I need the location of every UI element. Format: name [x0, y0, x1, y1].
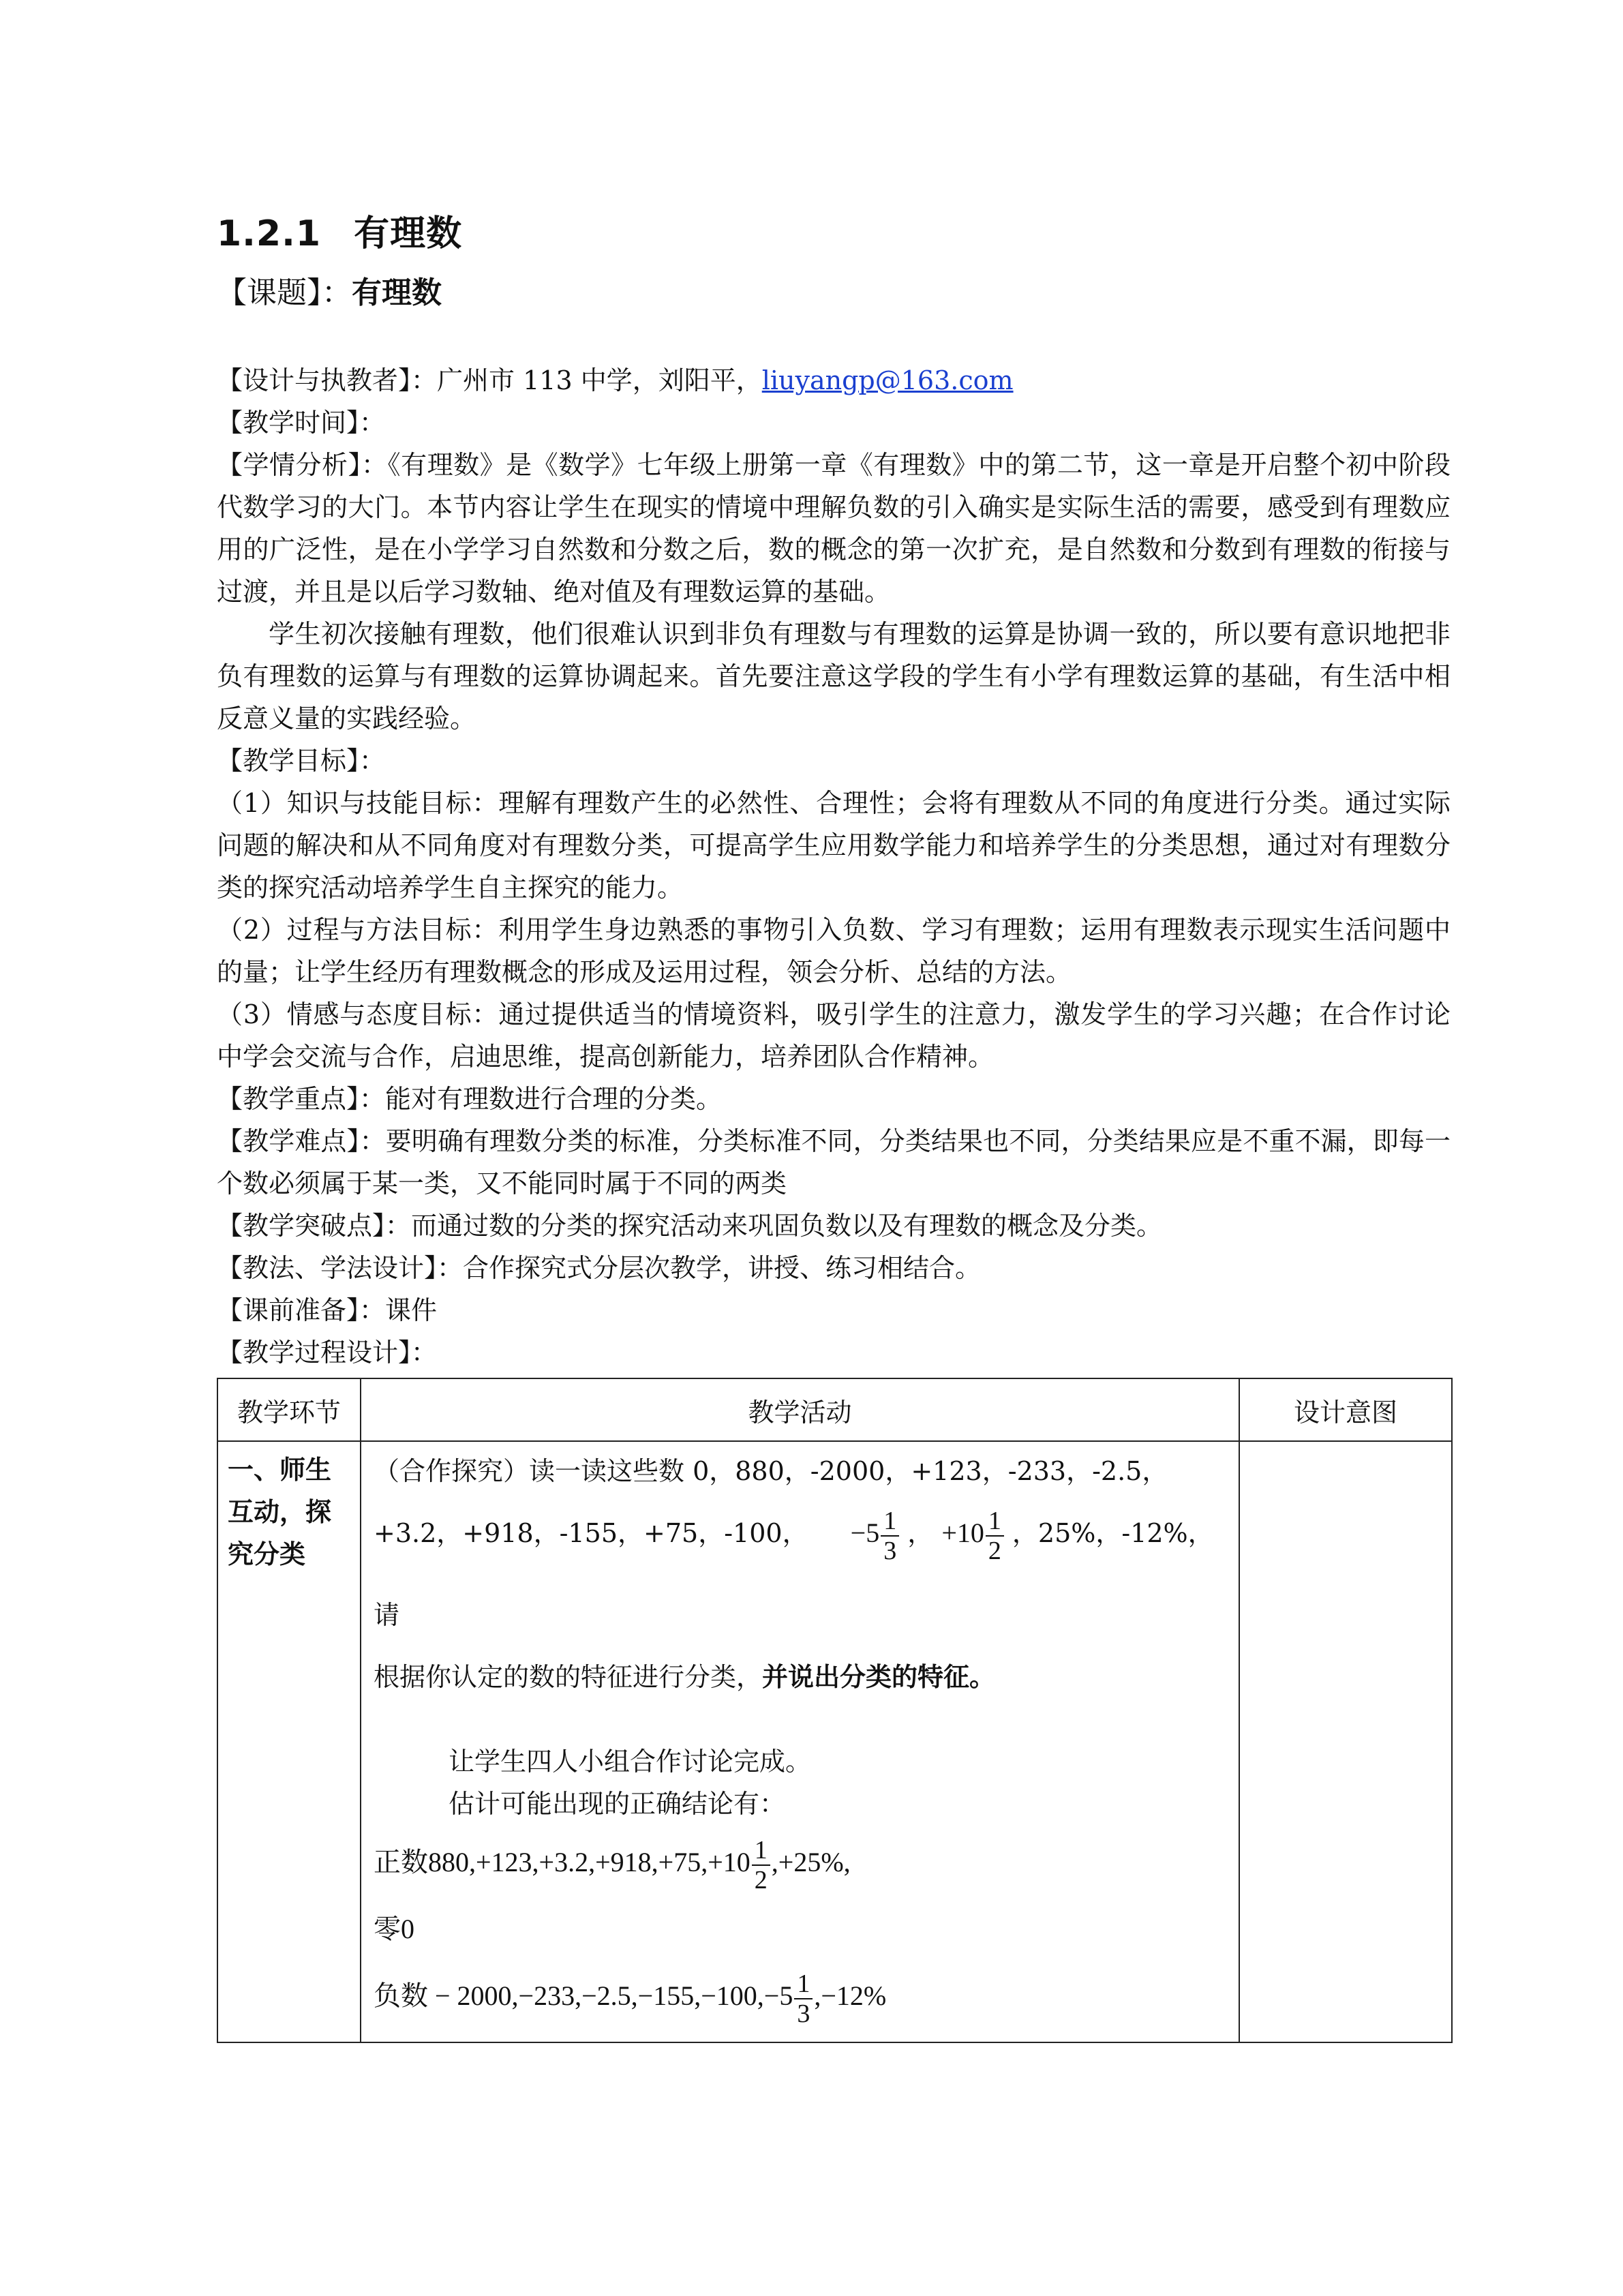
- mix2-whole: +10: [941, 1517, 984, 1548]
- blank-line: [374, 1698, 1226, 1740]
- activity-line-3-bold: 并说出分类的特征。: [762, 1661, 996, 1692]
- goal-3: （3）情感与态度目标：通过提供适当的情境资料，吸引学生的注意力，激发学生的学习兴趣；在合作讨论中学会交流与合作，启迪思维，提高创新能力，培养团队合作精神。: [217, 999, 1451, 1072]
- mix2-fraction: [986, 1507, 1004, 1565]
- activity-line-2-text: +3.2，+918，-155，+75，-100，: [374, 1518, 808, 1548]
- positive-numerator: 1: [752, 1836, 770, 1866]
- lesson-subject: [217, 268, 1451, 312]
- header-stage: 教学环节: [217, 1378, 361, 1441]
- goal-2: （2）过程与方法目标：利用学生身边熟悉的事物引入负数、学习有理数；运用有理数表示现实生活问题中的量；让学生经历有理数概念的形成及运用过程，领会分析、总结的方法。: [217, 915, 1451, 987]
- designer-line: [217, 359, 1451, 402]
- document-page: [217, 205, 1451, 2043]
- mix2-numerator: 1: [986, 1507, 1004, 1537]
- designer-email-link[interactable]: liuyangp@163.com: [761, 365, 1014, 395]
- subject-value: 有理数: [352, 275, 442, 310]
- designer-label: 【设计与执教者】：: [217, 365, 438, 395]
- breakthrough-label: 【教学突破点】：: [217, 1211, 412, 1241]
- positive-fraction: [752, 1836, 770, 1894]
- difficulty-value: 要明确有理数分类的标准，分类标准不同，分类结果也不同，分类结果应是不重不漏，即每一个数必须属于某一类，又不能同时属于不同的两类: [217, 1126, 1451, 1198]
- mixed-fraction-pos-10-1-2: [941, 1506, 1012, 1565]
- section-title: [217, 205, 1451, 256]
- activity-line-1: （合作探究）读一读这些数 0，880，-2000，+123，-233，-2.5，: [374, 1456, 1168, 1486]
- stage-cell: 一、师生互动，探究分类: [217, 1441, 361, 2042]
- method-line: [217, 1247, 1451, 1289]
- teaching-process-table: [217, 1378, 1453, 2043]
- key-point-label: 【教学重点】：: [217, 1084, 386, 1114]
- prep-label: 【课前准备】：: [217, 1295, 386, 1325]
- comma-separator: ，: [907, 1518, 934, 1548]
- time-line: [217, 402, 1451, 444]
- method-value: 合作探究式分层次教学，讲授、练习相结合。: [463, 1253, 982, 1283]
- mix1-fraction: [881, 1507, 899, 1565]
- designer-value: 广州市 113 中学，刘阳平，: [437, 365, 762, 395]
- breakthrough-value: 而通过数的分类的探究活动来巩固负数以及有理数的概念及分类。: [411, 1211, 1163, 1241]
- breakthrough-line: [217, 1205, 1451, 1247]
- prep-value: 课件: [385, 1295, 438, 1325]
- process-label: 【教学过程设计】：: [217, 1338, 438, 1368]
- analysis-text-1: 《有理数》是《数学》七年级上册第一章《有理数》中的第二节，这一章是开启整个初中阶段代数学习的大门。本节内容让学生在现实的情境中理解负数的引入确实是实际生活的需要，感受到有理数应用的广泛性，是在小学学习自然数和分数之后，数的概念的第一次扩充，是自然数和分数到有理数的衔接与过渡，并且是以后学习数轴、绝对值及有理数运算的基础。: [217, 450, 1451, 607]
- table-header-row: [217, 1378, 1452, 1441]
- header-activity: 教学活动: [361, 1378, 1239, 1441]
- table-row: [217, 1441, 1452, 2042]
- activity-line-3-text: 根据你认定的数的特征进行分类，: [374, 1662, 763, 1692]
- time-label: 【教学时间】：: [217, 408, 386, 438]
- mix1-denominator: 3: [883, 1536, 897, 1565]
- activity-cell: [361, 1441, 1239, 2042]
- negative-denominator: 3: [797, 1999, 810, 2028]
- negative-tail: ,−12%: [814, 1980, 887, 2011]
- subject-label: 【课题】：: [217, 275, 352, 310]
- analysis-paragraph-1: [217, 444, 1451, 613]
- analysis-paragraph-2: 学生初次接触有理数，他们很难认识到非负有理数与有理数的运算是协调一致的，所以要有意识地把非负有理数的运算与有理数的运算协调起来。首先要注意这学段的学生有小学有理数运算的基础，有生活中相反意义量的实践经验。: [217, 619, 1451, 734]
- method-label: 【教法、学法设计】：: [217, 1253, 464, 1283]
- positive-text: 正数880,+123,+3.2,+918,+75,+10: [374, 1847, 750, 1877]
- section-heading-text: 有理数: [354, 213, 463, 254]
- mix1-whole: −5: [850, 1517, 880, 1548]
- mixed-fraction-neg-5-1-3: [850, 1506, 908, 1565]
- negative-fraction: [794, 1969, 813, 2028]
- difficulty-line: [217, 1120, 1451, 1205]
- mix2-denominator: 2: [988, 1536, 1001, 1565]
- key-point-line: [217, 1078, 1451, 1120]
- negative-numerator: 1: [794, 1969, 813, 1999]
- analysis-label: 【学情分析】：: [217, 450, 388, 480]
- positive-numbers-line: [374, 1825, 1226, 1900]
- intent-cell: [1239, 1441, 1452, 2042]
- activity-line-2: [374, 1492, 1226, 1656]
- activity-line-4: 让学生四人小组合作讨论完成。: [449, 1747, 812, 1777]
- mix1-numerator: 1: [881, 1507, 899, 1537]
- header-intent: 设计意图: [1239, 1378, 1452, 1441]
- zero-line: 零0: [374, 1914, 414, 1944]
- negative-numbers-line: [374, 1959, 1226, 2034]
- difficulty-label: 【教学难点】：: [217, 1126, 386, 1156]
- activity-line-3: [374, 1656, 1226, 1698]
- activity-line-2-tail: ，25%，-12%，请: [374, 1518, 1214, 1630]
- goal-1: （1）知识与技能目标：理解有理数产生的必然性、合理性；会将有理数从不同的角度进行分类。通过实际问题的解决和从不同角度对有理数分类，可提高学生应用数学能力和培养学生的分类思想，通过对有理数分类的探究活动培养学生自主探究的能力。: [217, 788, 1451, 903]
- section-number: 1.2.1: [217, 213, 322, 254]
- key-point-value: 能对有理数进行合理的分类。: [385, 1084, 723, 1114]
- prep-line: [217, 1289, 1451, 1331]
- negative-text: 负数 − 2000,−233,−2.5,−155,−100,−5: [374, 1980, 793, 2011]
- positive-denominator: 2: [754, 1865, 768, 1894]
- activity-line-5: 估计可能出现的正确结论有：: [449, 1789, 786, 1819]
- positive-tail: ,+25%,: [771, 1847, 851, 1877]
- goals-label: 【教学目标】：: [217, 746, 386, 776]
